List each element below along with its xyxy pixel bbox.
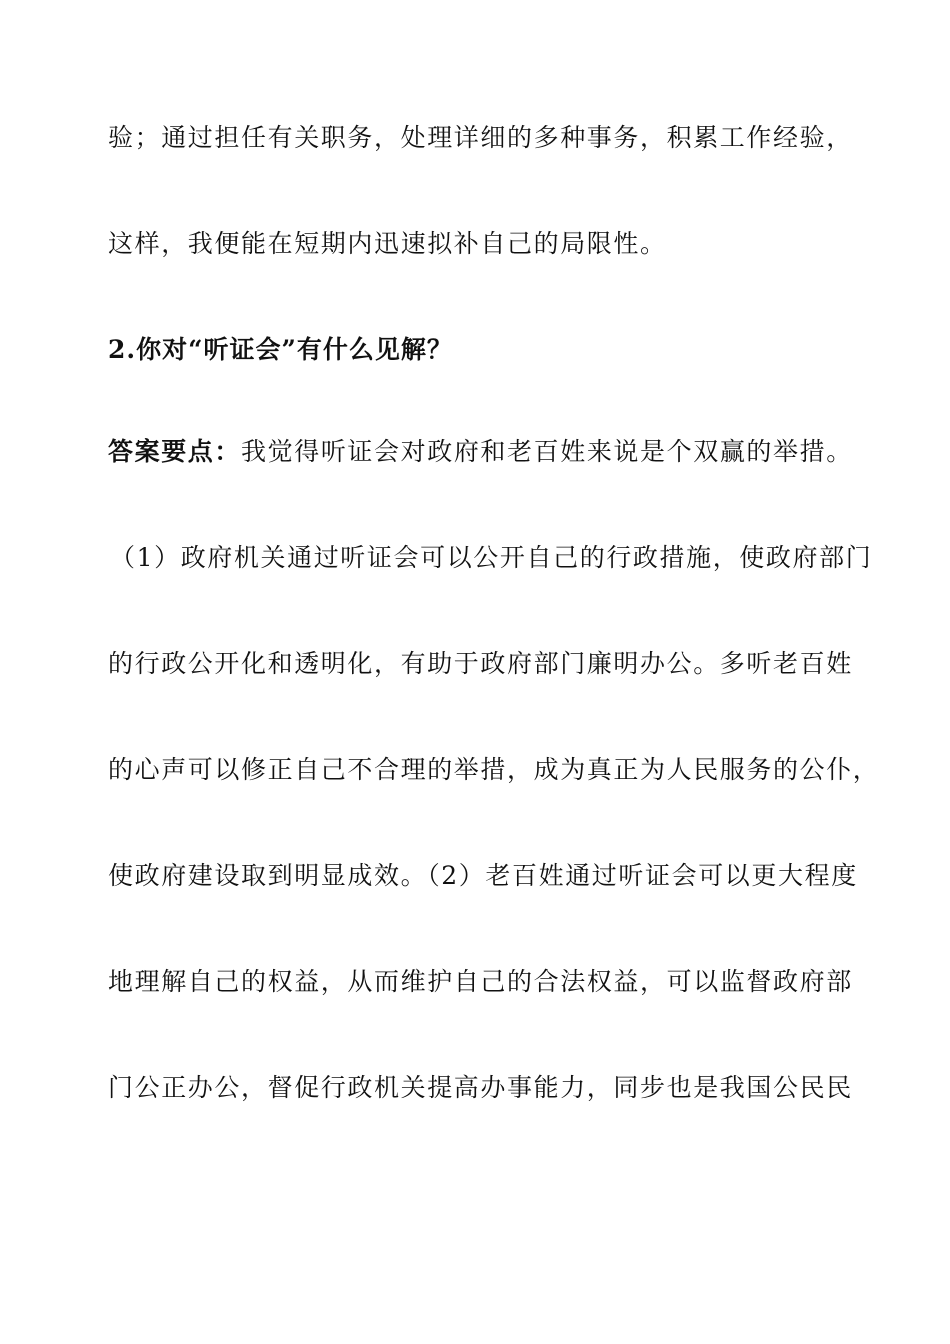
answer-intro-text: 我觉得听证会对政府和老百姓来说是个双赢的举措。	[241, 437, 853, 466]
answer-label: 答案要点：	[108, 437, 242, 466]
question-heading: 2.你对“听证会”有什么见解？	[108, 335, 453, 364]
answer-line: 的行政公开化和透明化，有助于政府部门廉明办公。多听老百姓	[108, 649, 853, 678]
answer-line: 地理解自己的权益，从而维护自己的合法权益，可以监督政府部	[108, 967, 853, 996]
answer-line: 门公正办公，督促行政机关提高办事能力，同步也是我国公民民	[108, 1073, 853, 1102]
answer-line: 使政府建设取到明显成效。（2）老百姓通过听证会可以更大程度	[108, 861, 858, 890]
answer-line: （1）政府机关通过听证会可以公开自己的行政措施，使政府部门	[110, 543, 873, 572]
answer-line: 的心声可以修正自己不合理的举措，成为真正为人民服务的公仆，	[108, 755, 880, 784]
answer-intro-line	[108, 435, 853, 469]
paragraph-line: 验；通过担任有关职务，处理详细的多种事务，积累工作经验，	[108, 123, 853, 152]
paragraph-line: 这样，我便能在短期内迅速拟补自己的局限性。	[108, 229, 667, 258]
